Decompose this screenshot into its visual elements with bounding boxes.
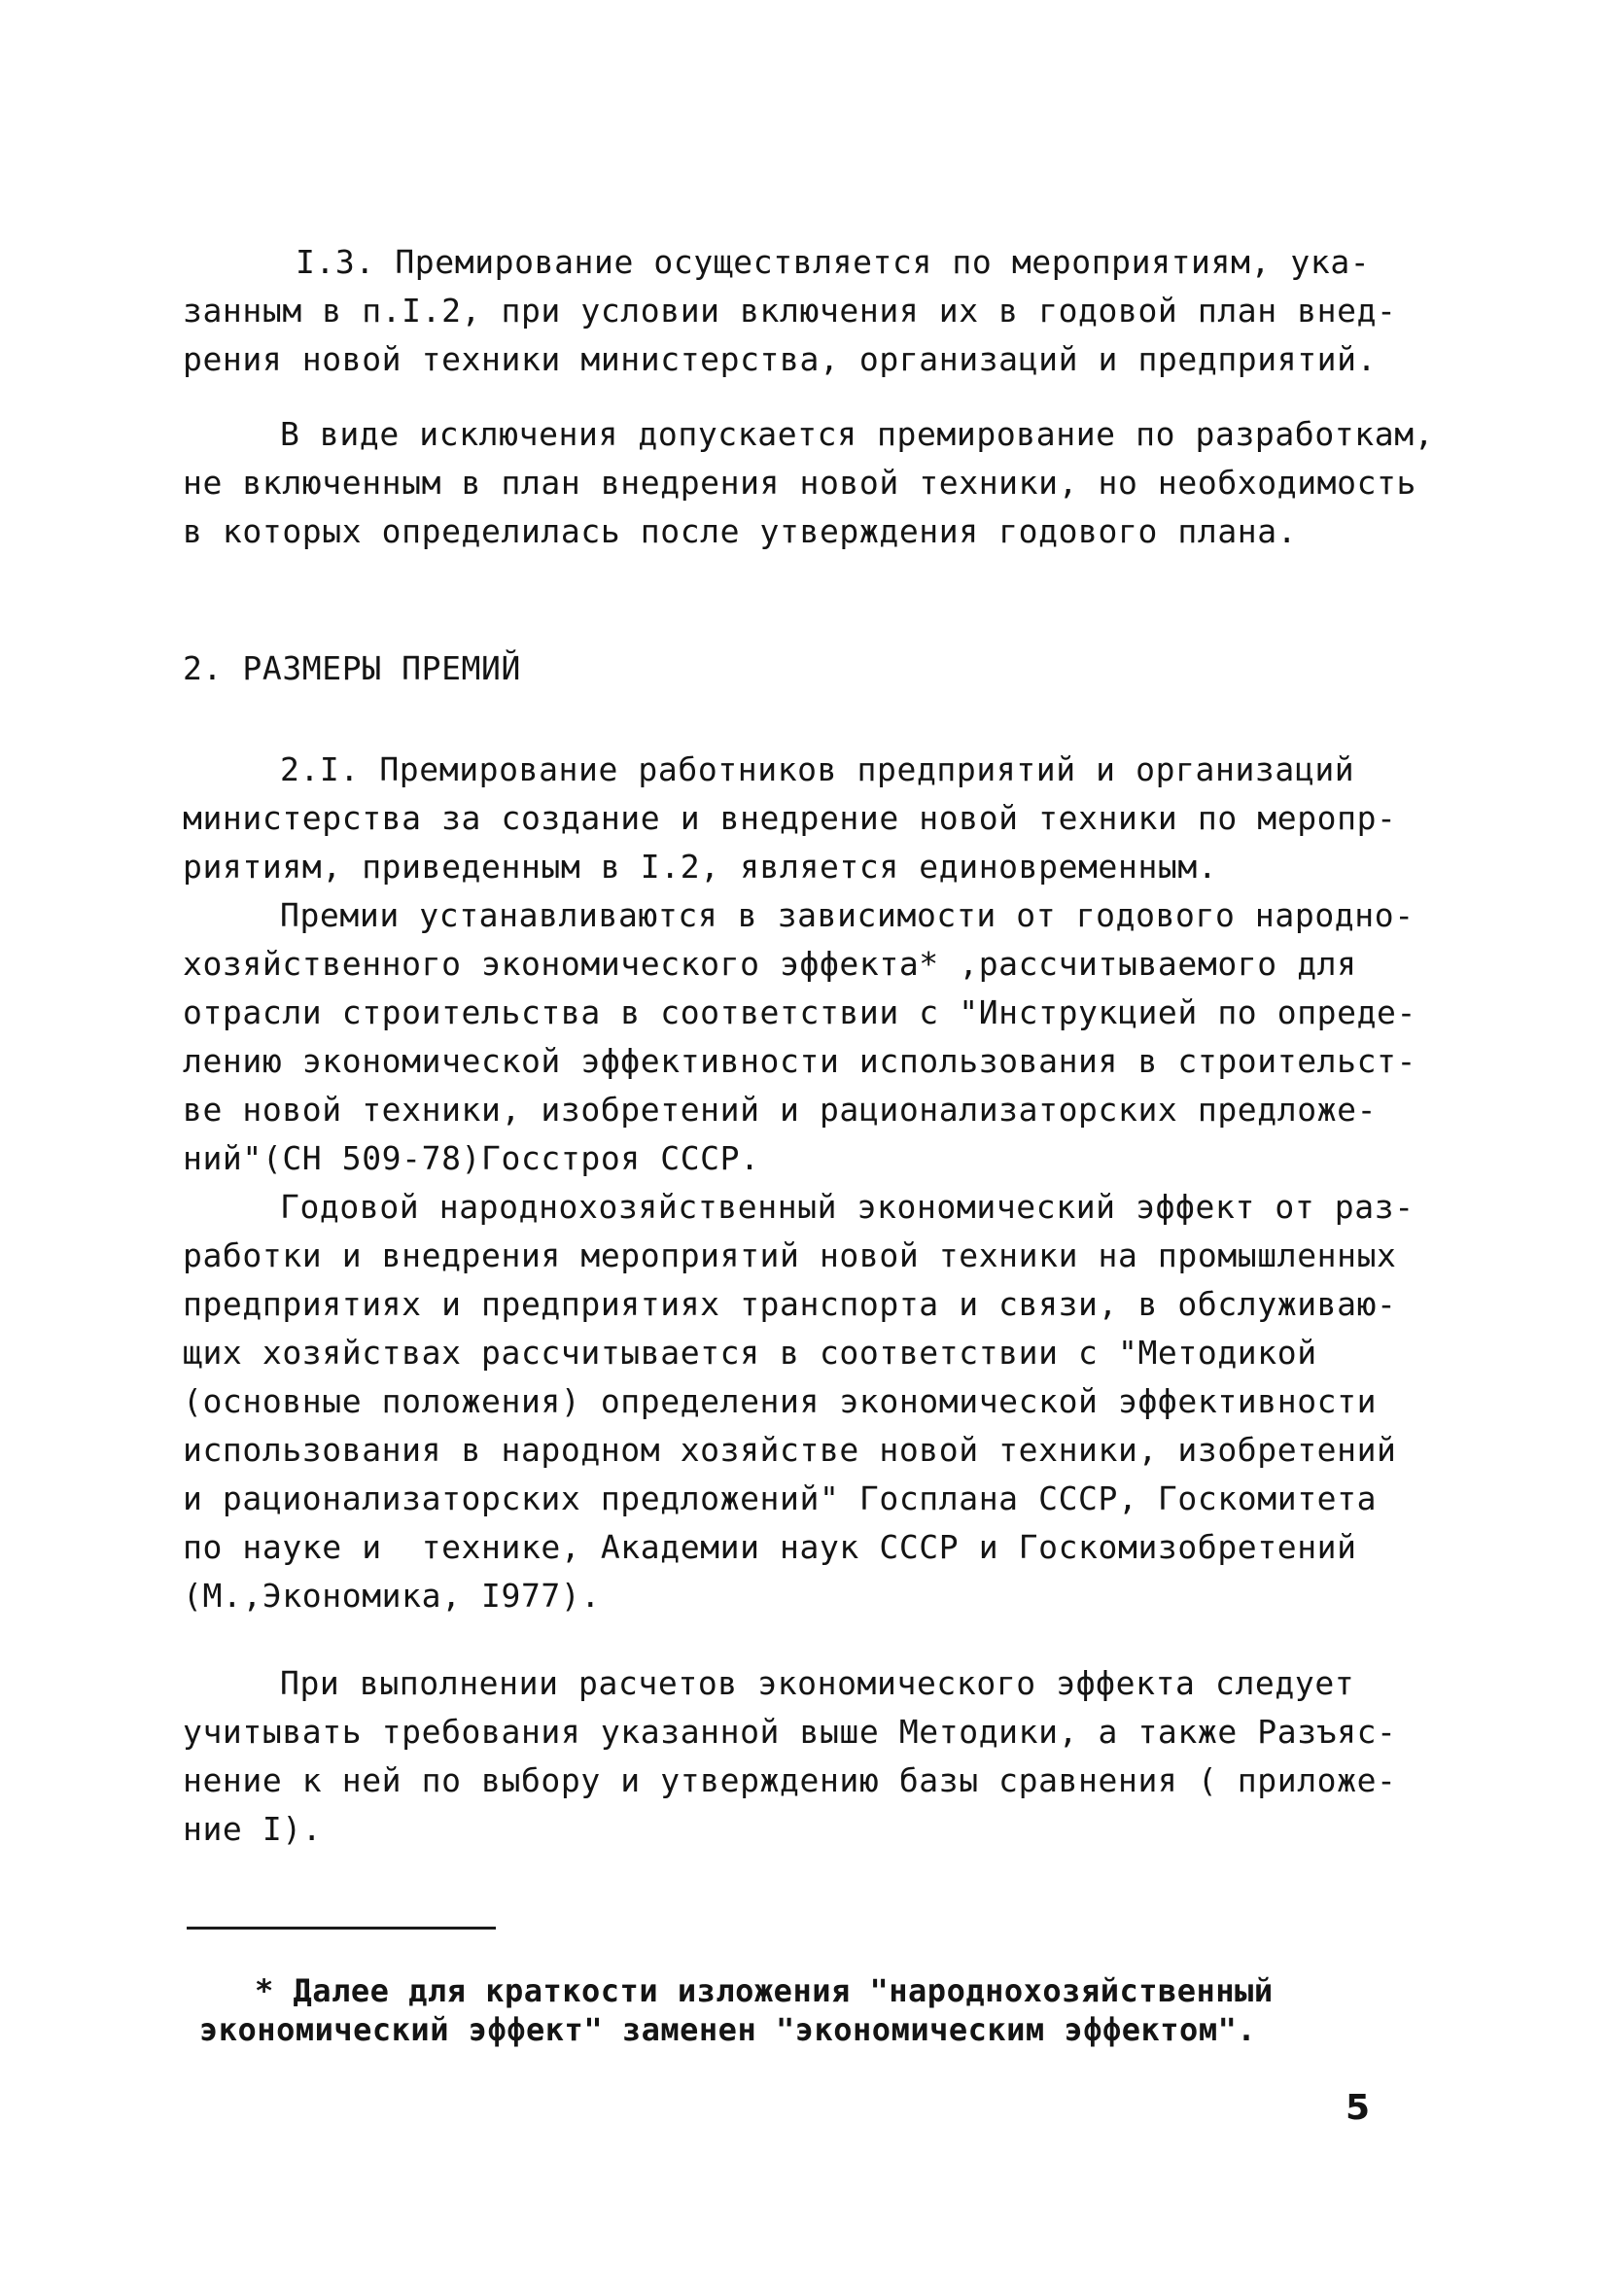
footnote-line: экономический эффект" заменен "экономическим эффектом". xyxy=(199,2011,1257,2048)
calculation-line: При выполнении расчетов экономического эффекта следует xyxy=(280,1664,1355,1702)
section-1-3-line: занным в п.I.2, при условии включения их в годовой план внед- xyxy=(183,292,1397,330)
annual-effect-line: работки и внедрения мероприятий новой техники на промышленных xyxy=(183,1236,1397,1274)
exception-line: в которых определилась после утверждения годового плана. xyxy=(183,512,1298,550)
section-2-1-line: риятиям, приведенным в I.2, является единовременным. xyxy=(183,848,1218,886)
premiums-line: Премии устанавливаются в зависимости от годового народно- xyxy=(280,896,1415,934)
section-heading: 2. РАЗМЕРЫ ПРЕМИЙ xyxy=(183,649,521,687)
footnote-line: * Далее для краткости изложения "народнохозяйственный xyxy=(255,1972,1274,2009)
exception-line: не включенным в план внедрения новой техники, но необходимость xyxy=(183,464,1416,502)
premiums-line: хозяйственного экономического эффекта* ,рассчитываемого для xyxy=(183,945,1357,983)
section-1-3-line: I.3. Премирование осуществляется по мероприятиям, ука- xyxy=(296,243,1371,281)
annual-effect-line: щих хозяйствах рассчитывается в соответствии с "Методикой xyxy=(183,1334,1317,1372)
annual-effect-line: по науке и технике, Академии наук СССР и Госкомизобретений xyxy=(183,1528,1357,1566)
section-1-3-line: рения новой техники министерства, организаций и предприятий. xyxy=(183,340,1378,378)
exception-line: В виде исключения допускается премирование по разработкам, xyxy=(280,415,1435,453)
annual-effect-line: (основные положения) определения экономической эффективности xyxy=(183,1382,1378,1420)
calculation-line: ние I). xyxy=(183,1810,323,1848)
annual-effect-line: и рационализаторских предложений" Госплана СССР, Госкомитета xyxy=(183,1479,1378,1517)
annual-effect-line: использования в народном хозяйстве новой техники, изобретений xyxy=(183,1431,1397,1469)
premiums-line: ве новой техники, изобретений и рационализаторских предложе- xyxy=(183,1091,1378,1129)
footnote-divider xyxy=(187,1927,496,1930)
annual-effect-line: Годовой народнохозяйственный экономический эффект от раз- xyxy=(280,1188,1415,1226)
annual-effect-line: предприятиях и предприятиях транспорта и связи, в обслуживаю- xyxy=(183,1285,1397,1323)
calculation-line: нение к ней по выбору и утверждению базы сравнения ( приложе- xyxy=(183,1761,1397,1799)
premiums-line: ний"(СН 509-78)Госстроя СССР. xyxy=(183,1139,760,1177)
section-2-1-line: министерства за создание и внедрение новой техники по меропр- xyxy=(183,799,1397,837)
page-number: 5 xyxy=(1346,2088,1371,2128)
annual-effect-line: (М.,Экономика, I977). xyxy=(183,1577,601,1615)
calculation-line: учитывать требования указанной выше Методики, а также Разъяс- xyxy=(183,1713,1397,1751)
premiums-line: лению экономической эффективности использования в строительст- xyxy=(183,1042,1416,1080)
premiums-line: отрасли строительства в соответствии с "Инструкцией по опреде- xyxy=(183,993,1416,1031)
section-2-1-line: 2.I. Премирование работников предприятий и организаций xyxy=(280,750,1355,788)
